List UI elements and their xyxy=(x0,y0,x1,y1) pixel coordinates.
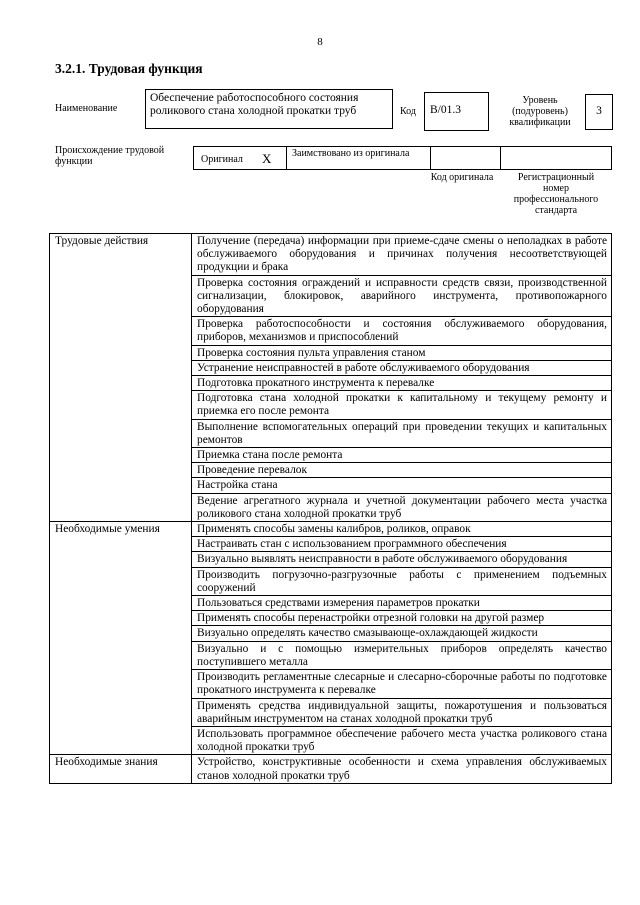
required-skills-item: Применять средства индивидуальной защиты, пожаротушения и пользоваться аварийным инструментом на станах холодной прокатки труб xyxy=(192,698,612,726)
level-value: 3 xyxy=(596,105,602,117)
labor-actions-item: Ведение агрегатного журнала и учетной документации рабочего места участка роликового стана холодной прокатки труб xyxy=(192,493,612,521)
required-skills-item: Настраивать стан с использованием программного обеспечения xyxy=(192,537,612,552)
labor-actions-item: Проверка состояния ограждений и исправности средств связи, производственной сигнализации, блокировок, аварийного инструмента, противопожарного оборудования xyxy=(192,275,612,317)
code-original-label: Код оригинала xyxy=(430,172,494,183)
origin-label: Происхождение трудовой функции xyxy=(55,145,165,167)
table-row xyxy=(50,234,612,276)
labor-actions-item: Подготовка стана холодной прокатки к капитальному и текущему ремонту и приемка его после ремонта xyxy=(192,391,612,419)
labor-actions-item: Проверка работоспособности и состояния обслуживаемого оборудования, приборов, механизмов и приспособлений xyxy=(192,317,612,345)
required-skills-category: Необходимые умения xyxy=(50,522,192,755)
code-box xyxy=(424,92,489,131)
required-skills-item: Производить регламентные слесарные и слесарно-сборочные работы по подготовке прокатного инструмента к перевалке xyxy=(192,670,612,698)
borrowed-label: Заимствовано из оригинала xyxy=(292,148,410,159)
labor-actions-category: Трудовые действия xyxy=(50,234,192,522)
required-skills-item: Применять способы перенастройки отрезной головки на другой размер xyxy=(192,611,612,626)
required-skills-item: Визуально и с помощью измерительных приборов определять качество поступившего металла xyxy=(192,641,612,669)
function-name-box xyxy=(145,89,393,129)
original-mark: X xyxy=(262,151,272,166)
labor-actions-item: Выполнение вспомогательных операций при проведении текущих и капитальных ремонтов xyxy=(192,419,612,447)
code-label: Код xyxy=(400,106,416,117)
divider xyxy=(286,147,287,169)
divider xyxy=(430,147,431,169)
required-knowledge-category: Необходимые знания xyxy=(50,755,192,783)
required-skills-item: Визуально определять качество смазывающе-охлаждающей жидкости xyxy=(192,626,612,641)
table-row xyxy=(50,522,612,537)
requirements-table xyxy=(49,233,612,784)
requirements-table-body xyxy=(50,234,612,784)
labor-actions-item: Приемка стана после ремонта xyxy=(192,448,612,463)
labor-actions-item: Устранение неисправностей в работе обслуживаемого оборудования xyxy=(192,360,612,375)
labor-actions-item: Настройка стана xyxy=(192,478,612,493)
function-name: Обеспечение работоспособного состояния роликового стана холодной прокатки труб xyxy=(150,92,359,117)
required-skills-item: Производить погрузочно-разгрузочные работы с применением подъемных сооружений xyxy=(192,567,612,595)
code-value: В/01.3 xyxy=(430,104,461,116)
labor-actions-item: Проверка состояния пульта управления станом xyxy=(192,345,612,360)
name-label: Наименование xyxy=(55,103,118,114)
section-title: 3.2.1. Трудовая функция xyxy=(55,61,203,76)
origin-table xyxy=(193,146,612,170)
level-label: Уровень (подуровень) квалификации xyxy=(509,95,571,128)
labor-actions-item: Подготовка прокатного инструмента к перевалке xyxy=(192,376,612,391)
divider xyxy=(500,147,501,169)
labor-actions-item: Получение (передача) информации при приеме-сдаче смены о неполадках в работе обслуживаемого оборудования и причинах получения несоответствующей продукции и брака xyxy=(192,234,612,276)
required-skills-item: Использовать программное обеспечение рабочего места участка роликового стана холодной прокатки труб xyxy=(192,726,612,754)
required-skills-item: Применять способы замены калибров, роликов, оправок xyxy=(192,522,612,537)
required-knowledge-item: Устройство, конструктивные особенности и схема управления обслуживаемых станов холодной прокатки труб xyxy=(192,755,612,783)
reg-number-label: Регистрационный номер профессионального стандарта xyxy=(513,172,599,216)
required-skills-item: Пользоваться средствами измерения параметров прокатки xyxy=(192,596,612,611)
page-number: 8 xyxy=(317,36,323,48)
level-box xyxy=(585,94,613,130)
original-label: Оригинал xyxy=(201,154,243,165)
labor-actions-item: Проведение перевалок xyxy=(192,463,612,478)
table-row xyxy=(50,755,612,783)
required-skills-item: Визуально выявлять неисправности в работе обслуживаемого оборудования xyxy=(192,552,612,567)
